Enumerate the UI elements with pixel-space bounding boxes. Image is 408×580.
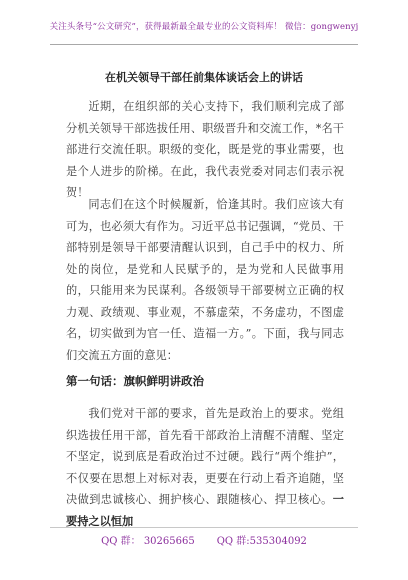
footer-qq-group-1: QQ 群： 30265665: [101, 536, 195, 547]
paragraph-intro: 近期，在组织部的关心支持下，我们顺利完成了部分机关领导干部选拔任用、职级晋升和交流工作，*名干部进行交流任职。职级的变化，既是党的事业需要，也是个人进步的阶梯。在此，我代表党委对同志们表示祝贺！: [66, 100, 344, 199]
header-banner: 关注头条号“公文研究”，获得最新最全最专业的公文资料库！ 微信：gongwenyj: [49, 22, 359, 32]
paragraph-politics-emphasis: 一要持之以恒加: [66, 492, 344, 528]
footer-divider: [50, 527, 358, 528]
footer-contacts: [0, 532, 408, 547]
document-title: 在机关领导干部任前集体谈话会上的讲话: [105, 71, 303, 84]
section-heading: 第一句话：旗帜鲜明讲政治: [66, 374, 204, 388]
paragraph-politics: [66, 403, 344, 532]
paragraph-quote: 同志们在这个时候履新，恰逢其时。我们应该大有可为，也必须大有作为。习近平总书记强调，“党员、干部特别是领导干部要清醒认识到，自己手中的权力、所处的岗位，是党和人民赋予的，是为党和人民做事用的，只能用来为民谋利。各级领导干部要树立正确的权力观、政绩观、事业观，不慕虚荣，不务虚功，不图虚名，切实做到为官一任、造福一方。”。下面，我与同志们交流五方面的意见：: [66, 198, 344, 362]
header-divider: [50, 44, 358, 45]
footer-qq-group-2: QQ 群:535304092: [216, 536, 307, 547]
paragraph-politics-text: 我们党对干部的要求，首先是政治上的要求。党组织选拔任用干部，首先看干部政治上清醒不清醒、坚定不坚定，说到底是看政治过不过硬。践行“两个维护”，不仅要在思想上对标对表，更要在行动上看齐追随，坚决做到忠诚核心、拥护核心、跟随核心、捍卫核心。: [66, 407, 344, 506]
